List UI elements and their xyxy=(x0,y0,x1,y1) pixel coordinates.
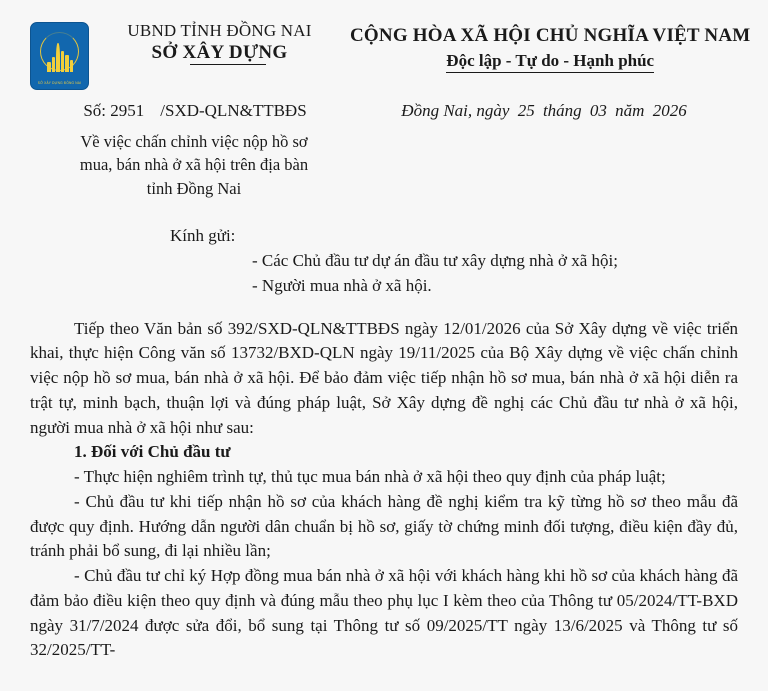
document-number: Số: 2951 xyxy=(83,101,145,120)
body-section-1-bullet-2: - Chủ đầu tư khi tiếp nhận hồ sơ của khách hàng đề nghị kiểm tra kỹ từng hồ sơ theo mẫu đã được quy định. Hướng dẫn người dân chuẩn bị hồ sơ, giấy tờ chứng minh đối tượng, điều kiện đầy đủ, tránh phải bổ sung, đi lại nhiều lần; xyxy=(30,491,738,561)
department-name-label: SỞ XÂY DỰNG xyxy=(151,42,288,64)
document-meta-row xyxy=(30,101,738,121)
date-year-label: năm xyxy=(615,101,645,120)
department-name-wrapper xyxy=(152,41,288,66)
date-day: 25 xyxy=(517,101,535,120)
issuing-authority-text xyxy=(89,18,350,66)
national-motto-wrapper xyxy=(446,50,654,73)
body-paragraph-intro: Tiếp theo Văn bản số 392/SXD-QLN&TTBĐS ngày 12/01/2026 của Sở Xây dựng về việc triển khai, thực hiện Công văn số 13732/BXD-QLN ngày 19/11/2025 của Bộ Xây dựng về việc chấn chỉnh việc nộp hồ sơ mua, bán nhà ở xã hội. Để bảo đảm việc tiếp nhận hồ sơ mua, bán nhà ở xã hội diễn ra trật tự, minh bạch, thuận lợi và đúng pháp luật, Sở Xây dựng đề nghị các Chủ đầu tư nhà ở xã hội, người mua nhà ở xã hội như sau: xyxy=(30,318,738,437)
national-title: CỘNG HÒA XÃ HỘI CHỦ NGHĨA VIỆT NAM xyxy=(350,25,751,46)
national-heading-block xyxy=(350,18,750,73)
logo-building-icon xyxy=(47,43,73,72)
body-section-1-bullet-1: - Thực hiện nghiêm trình tự, thủ tục mua bán nhà ở xã hội theo quy định của pháp luật; xyxy=(74,467,666,487)
document-header xyxy=(30,0,751,90)
document-body xyxy=(30,317,738,663)
subject-line-1: Về việc chấn chỉnh việc nộp hồ sơ xyxy=(80,132,308,151)
date-month-label: tháng xyxy=(542,101,582,120)
department-underline xyxy=(190,64,266,65)
date-place-label: Đồng Nai, ngày xyxy=(401,101,510,120)
document-subject xyxy=(44,130,344,200)
subject-line-2: mua, bán nhà ở xã hội trên địa bàn xyxy=(79,155,309,175)
recipient-item-buyers: - Người mua nhà ở xã hội. xyxy=(252,275,432,295)
logo-caption: SỞ XÂY DỰNG ĐỒNG NAI xyxy=(37,81,82,85)
recipient-item-investors: - Các Chủ đầu tư dự án đầu tư xây dựng nhà ở xã hội; xyxy=(252,251,618,271)
date-year: 2026 xyxy=(652,101,687,120)
recipients-salutation: Kính gửi: xyxy=(170,226,236,246)
date-month: 03 xyxy=(589,101,607,120)
body-section-1-bullet-3: - Chủ đầu tư chỉ ký Hợp đồng mua bán nhà ở xã hội với khách hàng khi hồ sơ của khách hàng đã đảm bảo điều kiện theo quy định và đúng mẫu theo phụ lục I kèm theo của Thông tư 05/2024/TT-BXD ngày 31/7/2024 được sửa đổi, bổ sung tại Thông tư số 09/2025/TT ngày 13/6/2025 và Thông tư số 32/2025/TT- xyxy=(30,566,738,660)
subject-line-3: tỉnh Đồng Nai xyxy=(146,178,242,198)
document-number-suffix: /SXD-QLN&TTBĐS xyxy=(160,101,307,120)
document-date-block xyxy=(350,101,738,121)
document-number-block xyxy=(30,101,350,121)
so-xay-dung-logo xyxy=(30,22,89,90)
province-authority-label: UBND TỈNH ĐỒNG NAI xyxy=(127,21,312,40)
issuing-authority-block xyxy=(30,18,350,90)
national-motto-underline xyxy=(446,72,654,73)
national-motto: Độc lập - Tự do - Hạnh phúc xyxy=(446,50,655,70)
recipients-block xyxy=(30,224,738,298)
body-section-1-heading: 1. Đối với Chủ đầu tư xyxy=(74,442,231,462)
